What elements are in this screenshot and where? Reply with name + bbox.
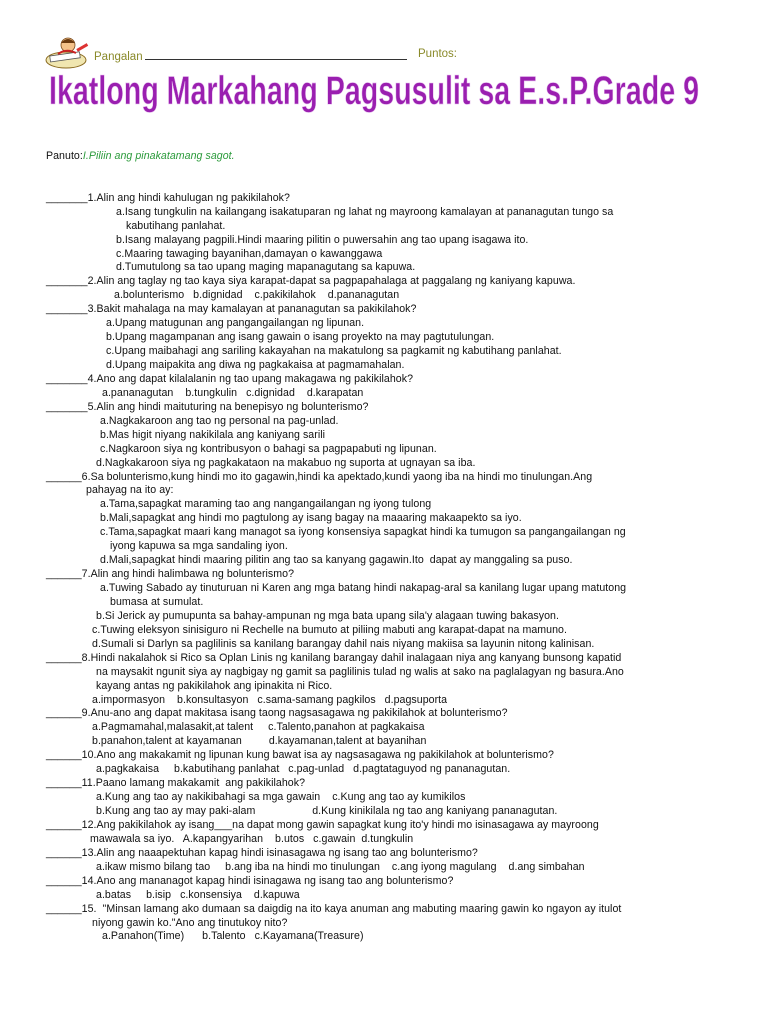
- question-line: ______13.Alin ang naaapektuhan kapag hindi isinasagawa ng isang tao ang bolunterismo?: [46, 846, 478, 859]
- choice-line: iyong kapuwa sa mga sandaling iyon.: [110, 540, 288, 553]
- score-label: Puntos:: [418, 48, 457, 60]
- choice-line: na maysakit ngunit siya ay nagbigay ng gamit sa paglilinis tulad ng walis at sako na paglalagyan ng basura.Ano: [96, 665, 624, 678]
- worksheet-header: [0, 0, 768, 120]
- choice-line: d.Tumutulong sa tao upang maging mapanagutang sa kapuwa.: [116, 261, 416, 274]
- choice-line: c.Maaring tawaging bayanihan,damayan o kawanggawa: [116, 247, 383, 260]
- question-line: ______7.Alin ang hindi halimbawa ng bolunterismo?: [46, 568, 295, 581]
- choice-line: b.Mas higit niyang nakikilala ang kaniyang sarili: [100, 428, 326, 441]
- instructions-text: I.Piliin ang pinakatamang sagot.: [82, 149, 235, 162]
- question-line: ______10.Ano ang makakamit ng lipunan kung bawat isa ay nagsasagawa ng pakikilahok at bolunterismo?: [46, 749, 554, 762]
- question-line: _______3.Bakit mahalaga na may kamalayan at pananagutan sa pakikilahok?: [46, 303, 417, 316]
- choice-line: bumasa at sumulat.: [110, 595, 204, 608]
- question-line: _______2.Alin ang taglay ng tao kaya siya karapat-dapat sa pagpapahalaga at paggalang ng kaniyang kapuwa.: [46, 275, 576, 288]
- choice-line: kayang antas ng pakikilahok ang ipinakita ni Rico.: [96, 679, 333, 692]
- page-title: [0, 60, 768, 120]
- choice-line: a.impormasyon b.konsultasyon c.sama-samang pagkilos d.pagsuporta: [92, 693, 448, 706]
- question-line: ______15. "Minsan lamang ako dumaan sa daigdig na ito kaya anuman ang mabuting maaring gawin ko ngayon ay itulot: [46, 902, 622, 915]
- choice-line: b.Upang magampanan ang isang gawain o isang proyekto na may pagtutulungan.: [106, 331, 495, 344]
- question-line: ______12.Ang pakikilahok ay isang___na dapat mong gawin sapagkat kung ito'y hindi mo isinasagawa ay mayroong: [46, 818, 599, 831]
- choice-line: d.Upang maipakita ang diwa ng pagkakaisa at pagmamahalan.: [106, 359, 405, 371]
- instructions-line: [46, 150, 746, 164]
- question-lines: [46, 192, 746, 945]
- choice-line: a.Tama,sapagkat maraming tao ang nangangailangan ng iyong tulong: [100, 498, 432, 511]
- choice-line: b.panahon,talent at kayamanan d.kayamanan,talent at bayanihan: [92, 735, 427, 748]
- instructions-label: Panuto:: [46, 149, 83, 162]
- choice-line: c.Tuwing eleksyon sinisiguro ni Rechelle na bumuto at piliing mabuti ang karapat-dapat na mamuno.: [92, 623, 567, 636]
- question-line: ______11.Paano lamang makakamit ang pakikilahok?: [46, 777, 306, 790]
- question-line: ______6.Sa bolunterismo,kung hindi mo ito gagawin,hindi ka apektado,kundi yaong iba na hindi mo tinulungan.Ang: [46, 470, 593, 483]
- questions-body: [46, 122, 746, 958]
- choice-line: mawawala sa iyo. A.kapangyarihan b.utos c.gawain d.tungkulin: [90, 832, 414, 845]
- question-line: ______8.Hindi nakalahok si Rico sa Oplan Linis ng kanilang barangay dahil inalagaan niya ang kanyang bunsong kapatid: [46, 651, 622, 664]
- choice-line: a.ikaw mismo bilang tao b.ang iba na hindi mo tinulungan c.ang iyong magulang d.ang simbahan: [96, 860, 585, 873]
- choice-line: d.Sumali si Darlyn sa paglilinis sa kanilang barangay dahil nais niyang makiisa sa layunin nitong kalinisan.: [92, 637, 595, 650]
- question-line: _______4.Ano ang dapat kilalalanin ng tao upang makagawa ng pakikilahok?: [46, 372, 414, 385]
- choice-line: a.pananagutan b.tungkulin c.dignidad d.karapatan: [102, 386, 364, 399]
- choice-line: a.batas b.isip c.konsensiya d.kapuwa: [96, 888, 300, 901]
- choice-line: b.Kung ang tao ay may paki-alam d.Kung kinikilala ng tao ang kaniyang pananagutan.: [96, 805, 558, 817]
- choice-line: a.Isang tungkulin na kailangang isakatuparan ng lahat ng mayroong kamalayan at pananagutan tungo sa: [116, 205, 614, 218]
- choice-line: pahayag na ito ay:: [86, 484, 174, 497]
- choice-line: a.Panahon(Time) b.Talento c.Kayamana(Treasure): [102, 930, 364, 943]
- choice-line: a.bolunterismo b.dignidad c.pakikilahok d.pananagutan: [114, 289, 400, 302]
- question-line: ______14.Ano ang mananagot kapag hindi isinagawa ng isang tao ang bolunterismo?: [46, 874, 454, 887]
- choice-line: b.Si Jerick ay pumupunta sa bahay-ampunan ng mga bata upang sila'y alagaan tuwing bakasyon.: [96, 609, 559, 622]
- question-line: _______5.Alin ang hindi maituturing na benepisyo ng bolunterismo?: [46, 400, 369, 413]
- title-text: Ikatlong Markahang Pagsusulit sa E.s.P.Grade 9: [49, 69, 699, 113]
- choice-line: c.Nagkaroon siya ng kontribusyon o bahagi sa pagpapabuti ng lipunan.: [100, 442, 437, 455]
- choice-line: a.Pagmamahal,malasakit,at talent c.Talento,panahon at pagkakaisa: [92, 721, 425, 734]
- name-blank-line[interactable]: [145, 48, 407, 60]
- choice-line: d.Mali,sapagkat hindi maaring pilitin ang tao sa kanyang gagawin.Ito dapat ay manggaling sa puso.: [100, 554, 573, 567]
- choice-line: b.Mali,sapagkat ang hindi mo pagtulong ay isang bagay na maaaring makaapekto sa iyo.: [100, 512, 522, 525]
- choice-line: a.Tuwing Sabado ay tinuturuan ni Karen ang mga batang hindi nakapag-aral sa kanilang lugar upang matutong: [100, 582, 627, 594]
- choice-line: a.pagkakaisa b.kabutihang panlahat c.pag-unlad d.pagtataguyod ng pananagutan.: [96, 763, 511, 776]
- choice-line: b.Isang malayang pagpili.Hindi maaring pilitin o puwersahin ang tao upang isagawa ito.: [116, 233, 529, 246]
- choice-line: a.Kung ang tao ay nakikibahagi sa mga gawain c.Kung ang tao ay kumikilos: [96, 791, 466, 804]
- choice-line: niyong gawin ko."Ano ang tinutukoy nito?: [92, 916, 288, 929]
- choice-line: c.Upang maibahagi ang sariling kakayahan na makatulong sa pagkamit ng kabutihang panlahat.: [106, 345, 562, 358]
- choice-line: kabutihang panlahat.: [126, 219, 226, 232]
- choice-line: a.Upang matugunan ang pangangailangan ng lipunan.: [106, 317, 365, 330]
- question-line: ______9.Anu-ano ang dapat makitasa isang taong nagsasagawa ng pakikilahok at bolunterismo?: [46, 707, 508, 720]
- choice-line: c.Tama,sapagkat maari kang managot sa iyong konsensiya sapagkat hindi ka tumugon sa pangangailangan ng: [100, 526, 626, 539]
- name-label: Pangalan: [94, 51, 143, 63]
- question-line: _______1.Alin ang hindi kahulugan ng pakikilahok?: [46, 191, 290, 204]
- choice-line: a.Nagkakaroon ang tao ng personal na pag-unlad.: [100, 414, 339, 427]
- choice-line: d.Nagkakaroon siya ng pagkakataon na makabuo ng suporta at ugnayan sa iba.: [96, 456, 476, 469]
